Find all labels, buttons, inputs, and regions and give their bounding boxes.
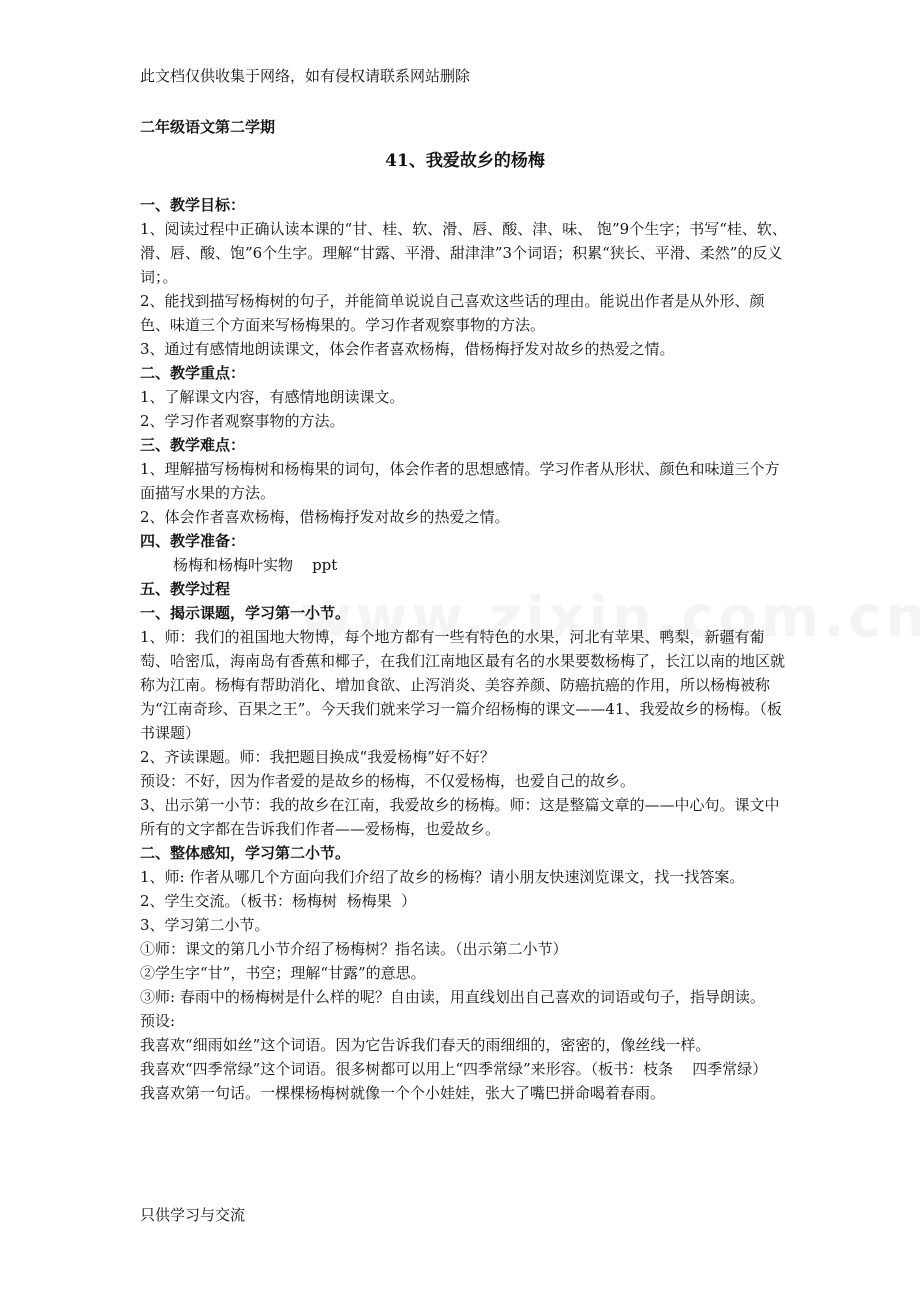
grade-label: 二年级语文第二学期 — [140, 118, 276, 136]
paragraph: 我喜欢“四季常绿”这个词语。很多树都可以用上“四季常绿”来形容。（板书：枝条 四季常绿） — [140, 1060, 768, 1078]
paragraph: 1、师: 作者从哪几个方面向我们介绍了故乡的杨梅？请小朋友快速浏览课文，找一找答案。 — [140, 868, 745, 886]
subsection-heading: 一、揭示课题，学习第一小节。 — [140, 604, 351, 622]
paragraph: 2、学习作者观察事物的方法。 — [140, 412, 345, 430]
section-heading-difficulties: 三、教学难点： — [140, 436, 246, 454]
paragraph: 杨梅和杨梅叶实物 ppt — [173, 556, 338, 574]
lesson-title: 41、我爱故乡的杨梅 — [385, 151, 545, 171]
paragraph: 2、学生交流。（板书：杨梅树 杨梅果 ） — [140, 892, 417, 910]
document-body — [140, 115, 790, 1105]
paragraph: 1、理解描写杨梅树和杨梅果的词句，体会作者的思想感情。学习作者从形状、颜色和味道三个方面描写水果的方法。 — [140, 460, 780, 502]
header-note: 此文档仅供收集于网络，如有侵权请联系网站删除 — [140, 67, 471, 85]
paragraph: 1、阅读过程中正确认读本课的“甘、桂、软、滑、唇、酸、津、味、 饱”9个生字；书写“桂、软、滑、唇、酸、饱”6个生字。理解“甘露、平滑、甜津津”3个词语；积累“狭长、平滑、柔然”的反义词；。 — [140, 220, 787, 286]
paragraph: ②学生字“甘”，书空；理解“甘露”的意思。 — [140, 964, 426, 982]
paragraph: 我喜欢“细雨如丝”这个词语。因为它告诉我们春天的雨细细的，密密的，像丝线一样。 — [140, 1036, 711, 1054]
section-heading-process: 五、教学过程 — [140, 580, 231, 598]
paragraph: 2、能找到描写杨梅树的句子，并能简单说说自己喜欢这些话的理由。能说出作者是从外形、颜色、味道三个方面来写杨梅果的。学习作者观察事物的方法。 — [140, 292, 765, 334]
section-heading-objectives: 一、教学目标： — [140, 196, 246, 214]
paragraph: 2、齐读课题。师：我把题目换成“我爱杨梅”好不好？ — [140, 748, 495, 766]
paragraph: 1、师：我们的祖国地大物博，每个地方都有一些有特色的水果，河北有苹果、鸭梨，新疆有葡萄、哈密瓜，海南岛有香蕉和椰子，在我们江南地区最有名的水果要数杨梅了，长江以南的地区就称为江南。杨梅有帮助消化、增加食欲、止泻消炎、美容养颜、防癌抗癌的作用，所以杨梅被称为“江南奇珍、百果之王”。今天我们就来学习一篇介绍杨梅的课文——41、我爱故乡的杨梅。（板书课题） — [140, 628, 786, 742]
paragraph: 3、学习第二小节。 — [140, 916, 270, 934]
subsection-heading: 二、整体感知，学习第二小节。 — [140, 844, 351, 862]
footer-note: 只供学习与交流 — [140, 1206, 246, 1224]
paragraph: 预设：不好，因为作者爱的是故乡的杨梅，不仅爱杨梅，也爱自己的故乡。 — [140, 772, 636, 790]
paragraph: ③师: 春雨中的杨梅树是什么样的呢？自由读，用直线划出自己喜欢的词语或句子，指导朗读。 — [140, 988, 765, 1006]
paragraph: 1、了解课文内容，有感情地朗读课文。 — [140, 388, 405, 406]
paragraph: 3、出示第一小节：我的故乡在江南，我爱故乡的杨梅。师：这是整篇文章的——中心句。课文中所有的文字都在告诉我们作者——爱杨梅，也爱故乡。 — [140, 796, 780, 838]
section-heading-key-points: 二、教学重点： — [140, 364, 246, 382]
paragraph: 2、体会作者喜欢杨梅，借杨梅抒发对故乡的热爱之情。 — [140, 508, 510, 526]
section-heading-preparation: 四、教学准备： — [140, 532, 246, 550]
paragraph: 我喜欢第一句话。一棵棵杨梅树就像一个个小娃娃，张大了嘴巴拼命喝着春雨。 — [140, 1084, 666, 1102]
paragraph: ①师：课文的第几小节介绍了杨梅树？指名读。（出示第二小节） — [140, 940, 568, 958]
paragraph: 预设: — [140, 1012, 176, 1030]
paragraph: 3、通过有感情地朗读课文，体会作者喜欢杨梅，借杨梅抒发对故乡的热爱之情。 — [140, 340, 675, 358]
